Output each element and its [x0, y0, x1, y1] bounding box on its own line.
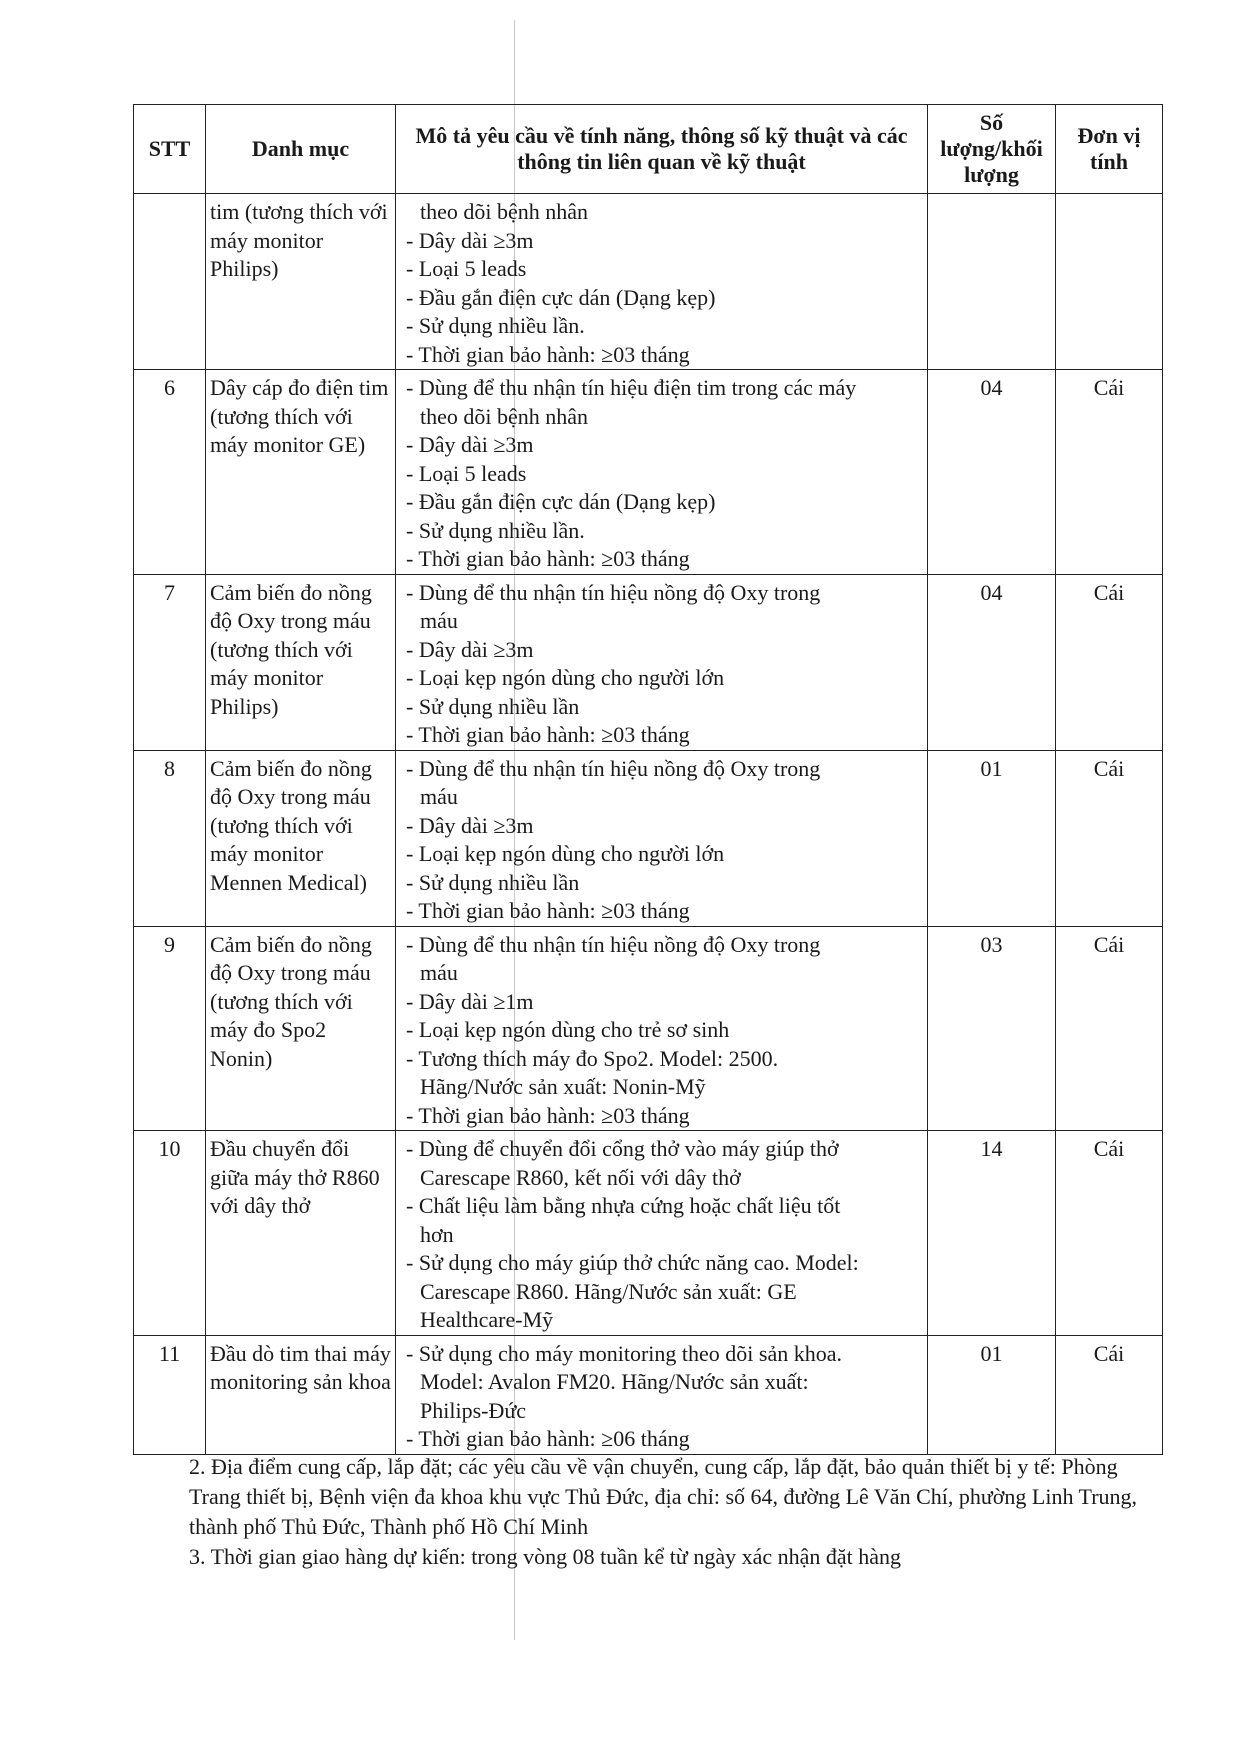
description-line: - Sử dụng nhiều lần.: [406, 517, 585, 543]
description-line: - Sử dụng cho máy monitoring theo dõi sản khoa.: [406, 1340, 842, 1366]
header-stt: STT: [134, 105, 206, 194]
description-line: - Dùng để thu nhận tín hiệu điện tim trong các máy: [406, 375, 857, 400]
header-unit: Đơn vị tính: [1056, 105, 1163, 194]
description-line: theo dõi bệnh nhân: [420, 403, 589, 429]
row-unit: Cái: [1056, 1335, 1163, 1454]
row-stt: 8: [134, 750, 206, 926]
row-stt: [134, 194, 206, 370]
description-line: Carescape R860. Hãng/Nước sản xuất: GE: [420, 1278, 797, 1304]
row-unit: Cái: [1056, 370, 1163, 575]
description-line: máu: [420, 784, 458, 809]
description-line: - Thời gian bảo hành: ≥03 tháng: [406, 898, 690, 923]
description-line: - Đầu gắn điện cực dán (Dạng kẹp): [406, 284, 716, 310]
description-line: - Loại 5 leads: [406, 256, 527, 281]
row-quantity: 04: [928, 370, 1056, 575]
row-unit: Cái: [1056, 574, 1163, 750]
note-delivery-location: 2. Địa điểm cung cấp, lắp đặt; các yêu cầu về vận chuyển, cung cấp, lắp đặt, bảo quản thiết bị y tế: Phòng Trang thiết bị, Bệnh viện đa khoa khu vực Thủ Đức, địa chỉ: số 64, đường Lê Văn Chí, phường Linh Trung, thành phố Thủ Đức, Thành phố Hồ Chí Minh: [189, 1454, 1138, 1539]
description-line: - Thời gian bảo hành: ≥03 tháng: [406, 546, 690, 571]
row-stt: 9: [134, 926, 206, 1131]
description-line: Model: Avalon FM20. Hãng/Nước sản xuất:: [420, 1369, 809, 1394]
delivery-notes: [189, 1452, 1174, 1572]
row-category: Đầu chuyển đổi giữa máy thở R860 với dây thở: [206, 1131, 396, 1336]
header-quantity: Số lượng/khối lượng: [928, 105, 1056, 194]
description-line: - Dùng để thu nhận tín hiệu nồng độ Oxy trong: [406, 931, 821, 957]
row-quantity: 01: [928, 1335, 1056, 1454]
row-description: [396, 194, 928, 370]
table-row: [134, 574, 1163, 750]
description-line: theo dõi bệnh nhân: [420, 199, 589, 224]
description-line: - Dùng để thu nhận tín hiệu nồng độ Oxy trong: [406, 579, 821, 605]
description-line: - Loại kẹp ngón dùng cho người lớn: [406, 841, 725, 866]
row-quantity: 01: [928, 750, 1056, 926]
description-line: Hãng/Nước sản xuất: Nonin-Mỹ: [420, 1074, 706, 1099]
row-description: [396, 574, 928, 750]
description-line: - Sử dụng cho máy giúp thở chức năng cao. Model:: [406, 1250, 859, 1275]
header-category: Danh mục: [206, 105, 396, 194]
description-line: - Sử dụng nhiều lần.: [406, 313, 585, 338]
row-quantity: 03: [928, 926, 1056, 1131]
description-line: hơn: [420, 1221, 454, 1247]
row-category: Dây cáp đo điện tim (tương thích với máy monitor GE): [206, 370, 396, 575]
description-line: - Dây dài ≥3m: [406, 432, 534, 457]
description-line: - Loại kẹp ngón dùng cho trẻ sơ sinh: [406, 1017, 730, 1042]
description-line: - Thời gian bảo hành: ≥03 tháng: [406, 341, 690, 367]
row-category: Đầu dò tim thai máy monitoring sản khoa: [206, 1335, 396, 1454]
description-line: - Sử dụng nhiều lần: [406, 693, 580, 719]
row-unit: Cái: [1056, 750, 1163, 926]
description-line: Healthcare-Mỹ: [420, 1307, 554, 1332]
description-line: - Đầu gắn điện cực dán (Dạng kẹp): [406, 489, 716, 514]
row-description: [396, 750, 928, 926]
row-quantity: 04: [928, 574, 1056, 750]
description-line: máu: [420, 608, 458, 633]
description-line: - Dây dài ≥3m: [406, 812, 534, 838]
row-description: [396, 1335, 928, 1454]
description-line: - Thời gian bảo hành: ≥03 tháng: [406, 1102, 690, 1128]
row-description: [396, 1131, 928, 1336]
row-stt: 10: [134, 1131, 206, 1336]
description-line: - Loại 5 leads: [406, 460, 527, 486]
description-line: - Dây dài ≥3m: [406, 227, 534, 253]
description-line: - Loại kẹp ngón dùng cho người lớn: [406, 665, 725, 690]
note-delivery-time: 3. Thời gian giao hàng dự kiến: trong vòng 08 tuần kể từ ngày xác nhận đặt hàng: [189, 1544, 902, 1569]
equipment-spec-table: [133, 104, 1163, 1455]
description-line: - Dùng để thu nhận tín hiệu nồng độ Oxy trong: [406, 755, 821, 781]
description-line: - Thời gian bảo hành: ≥03 tháng: [406, 722, 690, 747]
table-row: [134, 194, 1163, 370]
row-quantity: [928, 194, 1056, 370]
row-category: tim (tương thích với máy monitor Philips): [206, 194, 396, 370]
description-line: - Tương thích máy đo Spo2. Model: 2500.: [406, 1045, 779, 1071]
description-line: - Dùng để chuyển đổi cổng thở vào máy giúp thở: [406, 1136, 839, 1161]
table-header-row: [134, 105, 1163, 194]
table-row: [134, 750, 1163, 926]
description-line: - Dây dài ≥1m: [406, 988, 534, 1014]
row-quantity: 14: [928, 1131, 1056, 1336]
header-description: Mô tả yêu cầu về tính năng, thông số kỹ thuật và các thông tin liên quan về kỹ thuật: [396, 105, 928, 194]
table-row: [134, 926, 1163, 1131]
description-line: - Thời gian bảo hành: ≥06 tháng: [406, 1426, 690, 1451]
description-line: Philips-Đức: [420, 1397, 527, 1423]
row-description: [396, 370, 928, 575]
row-category: Cảm biến đo nồng độ Oxy trong máu (tương thích với máy monitor Philips): [206, 574, 396, 750]
row-stt: 7: [134, 574, 206, 750]
row-category: Cảm biến đo nồng độ Oxy trong máu (tương thích với máy monitor Mennen Medical): [206, 750, 396, 926]
table-body: [134, 194, 1163, 1455]
row-description: [396, 926, 928, 1131]
row-unit: [1056, 194, 1163, 370]
row-stt: 6: [134, 370, 206, 575]
description-line: - Chất liệu làm bằng nhựa cứng hoặc chất liệu tốt: [406, 1193, 841, 1218]
description-line: - Sử dụng nhiều lần: [406, 869, 580, 895]
row-unit: Cái: [1056, 1131, 1163, 1336]
table-row: [134, 1335, 1163, 1454]
table-row: [134, 370, 1163, 575]
description-line: - Dây dài ≥3m: [406, 636, 534, 662]
description-line: máu: [420, 960, 458, 985]
row-stt: 11: [134, 1335, 206, 1454]
row-category: Cảm biến đo nồng độ Oxy trong máu (tương thích với máy đo Spo2 Nonin): [206, 926, 396, 1131]
table-row: [134, 1131, 1163, 1336]
description-line: Carescape R860, kết nối với dây thở: [420, 1164, 741, 1190]
row-unit: Cái: [1056, 926, 1163, 1131]
